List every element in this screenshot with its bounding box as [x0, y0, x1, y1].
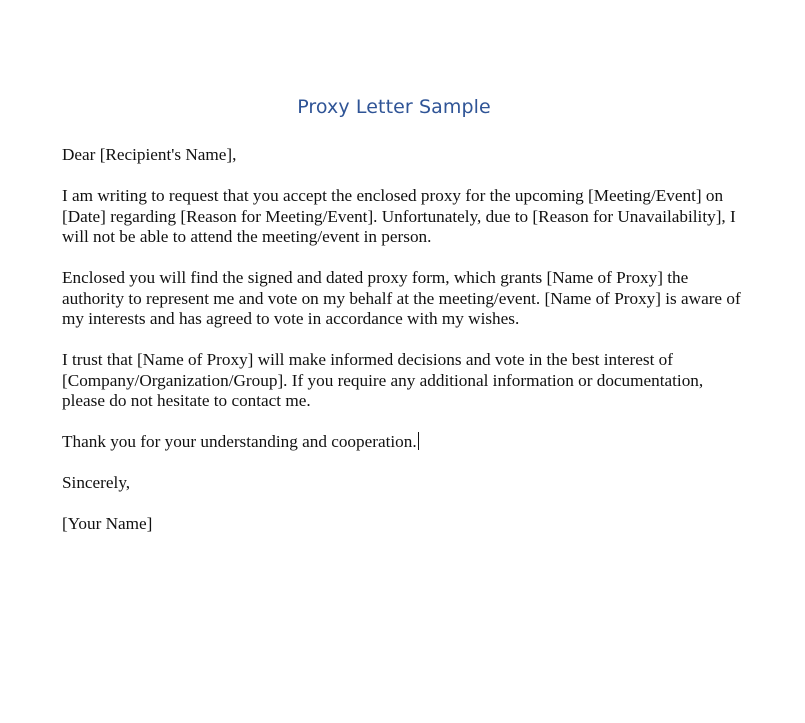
paragraph-proxy-form: Enclosed you will find the signed and dated proxy form, which grants [Name of Proxy] the authority to represent me and vote on my behalf at the meeting/event. [Name of Proxy] is aware of my interests and has agreed to vote in accordance with my wishes. [62, 268, 741, 328]
letter-body[interactable] [62, 145, 742, 555]
document-title: Proxy Letter Sample [297, 96, 491, 118]
paragraph-trust: I trust that [Name of Proxy] will make informed decisions and vote in the best interest of [Company/Organization/Group]. If you require any additional information or documentation, please do not hesitate to contact me. [62, 350, 704, 410]
paragraph-request: I am writing to request that you accept the enclosed proxy for the upcoming [Meeting/Event] on [Date] regarding [Reason for Meeting/Event]. Unfortunately, due to [Reason for Unavailability], I will not be able to attend the meeting/event in person. [62, 186, 736, 246]
salutation: Dear [Recipient's Name], [62, 145, 237, 164]
signature: [Your Name] [62, 514, 153, 533]
thanks-text: Thank you for your understanding and cooperation. [62, 432, 417, 451]
paragraph-thanks [62, 432, 742, 453]
closing: Sincerely, [62, 473, 131, 492]
text-cursor [418, 432, 419, 450]
